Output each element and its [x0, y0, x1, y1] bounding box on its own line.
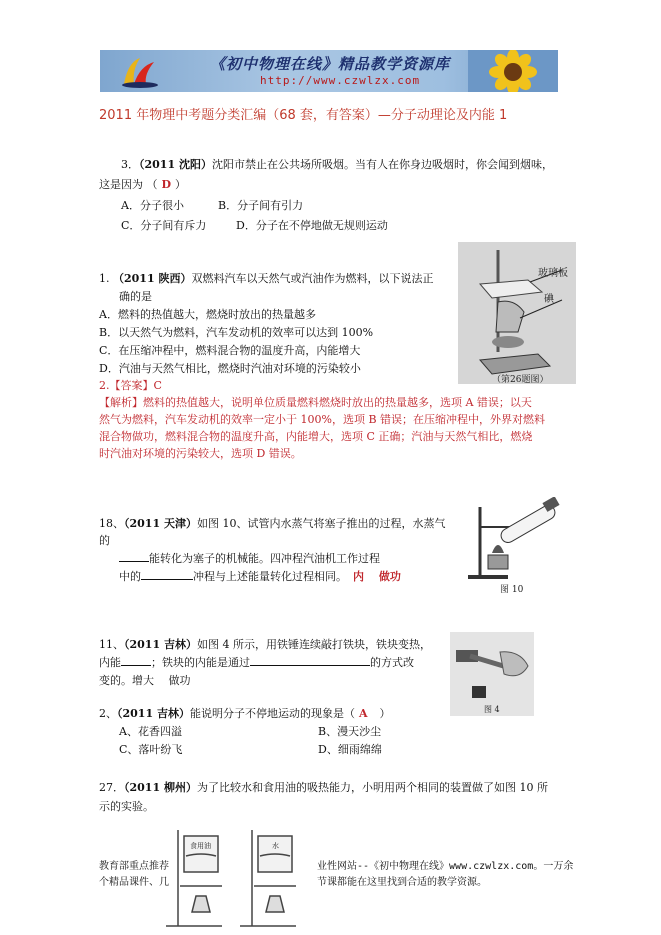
q3-blank-2[interactable] — [141, 569, 193, 580]
fig-label-glass: 玻璃板 — [538, 268, 568, 279]
fig-caption: 图 10 — [500, 585, 524, 595]
q4-stem-line1 — [99, 636, 431, 652]
q6-stem: 为了比较水和食用油的吸热能力，小明用两个相同的装置做了如图 10 所 — [196, 781, 548, 794]
q6-stem-line1 — [99, 779, 548, 795]
q1-stem-line2 — [99, 176, 186, 192]
fig-label-water: 水 — [272, 842, 279, 850]
q2-analysis-line1: 【解析】燃料的热值越大，说明单位质量燃料燃烧时放出的热量越多，选项 A 错误；以天 — [99, 396, 532, 409]
q6-source: （2011 柳州） — [124, 781, 197, 794]
q5-option-a: A、花香四溢 — [119, 725, 182, 738]
q3-blank-1[interactable] — [119, 551, 149, 562]
q5-stem — [99, 705, 391, 721]
q2-stem-line2: 确的是 — [119, 290, 152, 303]
q3-stem-line1 — [99, 515, 445, 531]
q5-source: （2011 吉林） — [117, 707, 190, 720]
footer-left-line1: 教育部重点推荐 — [99, 861, 169, 872]
fig-caption: （第26题图） — [492, 375, 549, 384]
q3-answer: 内 做功 — [353, 570, 401, 583]
q2-option-d: D．汽油与天然气相比，燃烧时汽油对环境的污染较小 — [99, 362, 361, 375]
q4-stem: 如图 4 所示，用铁锤连续敲打铁块，铁块变热， — [196, 638, 431, 651]
q5-answer: A — [358, 707, 368, 720]
fig-label-oil: 食用油 — [190, 842, 211, 850]
q2-analysis-line3: 混合物做功，燃料混合物的温度升高，内能增大，选项 C 正确；汽油与天然气相比，燃烧 — [99, 430, 533, 443]
q1-option-c: C．分子间有斥力 — [121, 219, 207, 232]
q3-stem-line2: 的 — [99, 534, 110, 547]
q2-option-c: C．在压缩冲程中，燃料混合物的温度升高，内能增大 — [99, 344, 361, 357]
q6-number: 27． — [99, 781, 124, 794]
q5-stem-close: ） — [379, 707, 391, 720]
iodine-sublimation-figure — [458, 242, 576, 384]
q4-blank-1[interactable] — [121, 655, 151, 666]
q1-stem: 沈阳市禁止在公共场所吸烟。当有人在你身边吸烟时，你会闻到烟味， — [211, 158, 553, 171]
q5-option-c: C、落叶纷飞 — [119, 743, 183, 756]
q1-stem-line2-text: 这是因为 （ — [99, 178, 158, 191]
q1-number: 3． — [121, 158, 139, 171]
q3-stem: 如图 10、试管内水蒸气将塞子推出的过程，水蒸气 — [196, 517, 446, 530]
q3-stem-line4-pre: 中的 — [119, 570, 141, 583]
q4-blank-2[interactable] — [250, 655, 370, 666]
footer-right-line1: 业性网站--《初中物理在线》www.czwlzx.com。一万余 — [317, 861, 574, 872]
q2-stem-line1 — [99, 270, 433, 286]
q5-number: 2、 — [99, 707, 117, 720]
q3-stem-line3-text: 能转化为塞子的机械能。四冲程汽油机工作过程 — [149, 552, 380, 565]
q2-analysis-line4: 时汽油对环境的污染较大，选项 D 错误。 — [99, 447, 302, 460]
q4-stem-line2-mid: ；铁块的内能是通过 — [151, 656, 250, 669]
sunflower-icon — [468, 50, 558, 92]
q2-source: （2011 陕西） — [113, 272, 192, 285]
q4-source: （2011 吉林） — [124, 638, 197, 651]
footer-left-line2: 个精品课件、几 — [99, 877, 169, 888]
q3-number: 18、 — [99, 517, 124, 530]
q5-option-d: D、细雨绵绵 — [318, 743, 382, 756]
q1-answer: D — [161, 178, 172, 191]
q3-stem-line3 — [119, 550, 380, 566]
fig-label-iodine: 碘 — [544, 294, 554, 305]
q4-stem-line2-pre: 内能 — [99, 656, 121, 669]
q2-number: 1. — [99, 272, 110, 285]
footer-right-line2: 节课都能在这里找到合适的教学资源。 — [317, 877, 487, 888]
q5-option-b: B、漫天沙尘 — [318, 725, 382, 738]
q2-option-a: A．燃料的热值越大，燃烧时放出的热量越多 — [99, 308, 316, 321]
q2-option-b: B．以天然气为燃料，汽车发动机的效率可以达到 100% — [99, 326, 374, 339]
heating-experiment-figure — [160, 826, 310, 931]
fig-caption: 图 4 — [484, 705, 500, 714]
q3-stem-line4-post: 冲程与上述能量转化过程相同。 — [193, 570, 347, 583]
hammer-figure — [450, 632, 534, 716]
document-title: 2011 年物理中考题分类汇编（68 套，有答案）—分子动理论及内能 1 — [99, 108, 508, 123]
q1-stem-line1 — [121, 156, 553, 172]
q5-stem-text: 能说明分子不停地运动的现象是（ — [189, 707, 355, 720]
q6-stem-line2: 示的实验。 — [99, 800, 154, 813]
q4-stem-line3: 变的。增大 做功 — [99, 674, 191, 687]
q1-option-b: B．分子间有引力 — [218, 199, 304, 212]
q1-source: （2011 沈阳） — [139, 158, 212, 171]
q3-source: （2011 天津） — [124, 517, 197, 530]
q2-analysis-line2: 然气为燃料，汽车发动机的效率一定小于 100%，选项 B 错误；在压缩冲程中，外界对燃料 — [99, 413, 546, 426]
q4-stem-line2 — [99, 654, 414, 670]
q1-option-a: A．分子很小 — [121, 199, 184, 212]
test-tube-figure — [458, 497, 576, 595]
q4-stem-line2-post: 的方式改 — [370, 656, 414, 669]
q3-stem-line4 — [119, 568, 401, 584]
q2-answer: 2.【答案】C — [99, 379, 162, 392]
banner-title: 《初中物理在线》精品教学资源库 — [210, 55, 451, 73]
q2-stem: 双燃料汽车以天然气或汽油作为燃料，以下说法正 — [191, 272, 434, 285]
site-logo-icon — [118, 54, 162, 90]
q4-number: 11、 — [99, 638, 124, 651]
site-banner — [100, 50, 558, 92]
q1-option-d: D．分子在不停地做无规则运动 — [236, 219, 388, 232]
banner-url[interactable]: http://www.czwlzx.com — [260, 74, 421, 87]
q1-stem-close: ） — [175, 178, 187, 191]
